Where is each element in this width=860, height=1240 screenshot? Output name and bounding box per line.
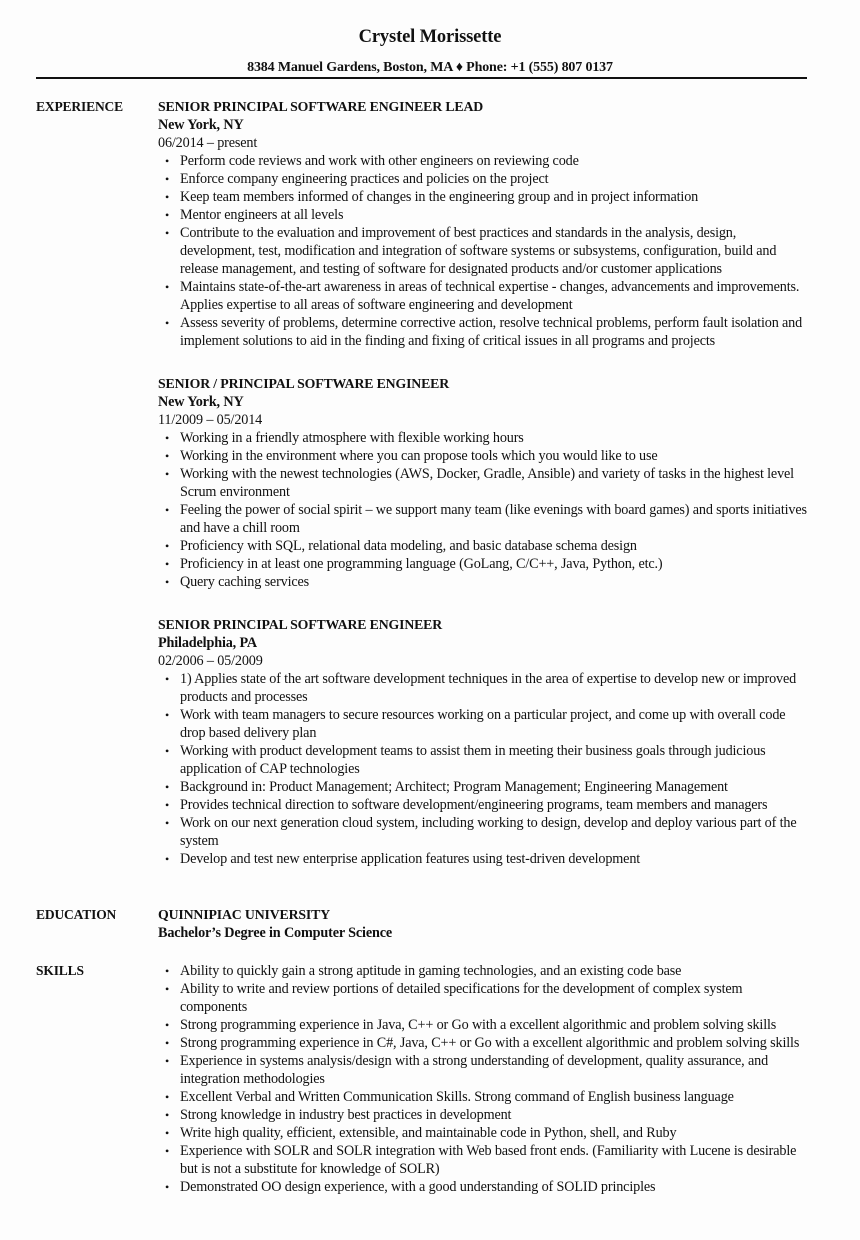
job-dates: 06/2014 – present [158,135,258,151]
bullet-item: • Enforce company engineering practices and policies on the project [158,170,812,188]
jobs-list [158,98,818,893]
skill-item: • Strong knowledge in industry best practices in development [158,1106,812,1124]
job-dates: 02/2006 – 05/2009 [158,653,263,669]
job-dates: 11/2009 – 05/2014 [158,412,263,428]
bullet-item: • Working in the environment where you can propose tools which you would like to use [158,447,812,465]
skills-list [158,962,818,1196]
bullet-item: • Contribute to the evaluation and improvement of best practices and standards in the analysis, design, development, test, modification and integration of software systems or subsystems, configuration, build and release management, and testing of software for designated products and/or customer applications [158,224,812,278]
job-title: SENIOR PRINCIPAL SOFTWARE ENGINEER LEAD [158,99,484,114]
bullet-item: • Work on our next generation cloud system, including working to design, develop and deploy various part of the system [158,814,812,850]
bullet-item: • Working with the newest technologies (AWS, Docker, Gradle, Ansible) and variety of tasks in the highest level Scrum environment [158,465,812,501]
section-label: EXPERIENCE [36,99,124,114]
bullet-item: • Assess severity of problems, determine corrective action, resolve technical problems, perform fault isolation and implement solutions to aid in the finding and fixing of critical issues in all programs and projects [158,314,812,350]
bullet-item: • Develop and test new enterprise application features using test-driven development [158,850,812,868]
bullet-item: • Proficiency in at least one programming language (GoLang, C/C++, Java, Python, etc.) [158,555,812,573]
school-name: QUINNIPIAC UNIVERSITY [158,907,331,922]
job-entry [158,98,818,350]
bullet-item: • 1) Applies state of the art software development techniques in the area of expertise to develop new or improved products and processes [158,670,812,706]
job-bullets [158,670,818,868]
job-location: New York, NY [158,394,244,410]
job-bullets [158,429,818,591]
bullet-item: • Working with product development teams to assist them in meeting their business goals through judicious application of CAP technologies [158,742,812,778]
job-bullets [158,152,818,350]
skill-item: • Write high quality, efficient, extensible, and maintainable code in Python, shell, and Ruby [158,1124,812,1142]
bullet-item: • Keep team members informed of changes in the engineering group and in project information [158,188,812,206]
skill-item: • Ability to quickly gain a strong aptitude in gaming technologies, and an existing code base [158,962,812,980]
job-entry [158,375,818,591]
degree: Bachelor’s Degree in Computer Science [158,925,393,941]
bullet-item: • Query caching services [158,573,812,591]
header-divider [36,77,807,79]
job-location: Philadelphia, PA [158,635,258,651]
job-title: SENIOR PRINCIPAL SOFTWARE ENGINEER [158,617,443,632]
bullet-item: • Perform code reviews and work with other engineers on reviewing code [158,152,812,170]
bullet-item: • Feeling the power of social spirit – we support many team (like evenings with board games) and sports initiatives and have a chill room [158,501,812,537]
job-entry [158,616,818,868]
candidate-name: Crystel Morissette [358,27,502,47]
job-location: New York, NY [158,117,244,133]
bullet-item: • Proficiency with SQL, relational data modeling, and basic database schema design [158,537,812,555]
skill-item: • Experience in systems analysis/design with a strong understanding of development, quality assurance, and integration methodologies [158,1052,812,1088]
bullet-item: • Background in: Product Management; Architect; Program Management; Engineering Management [158,778,812,796]
skill-item: • Strong programming experience in C#, Java, C++ or Go with a excellent algorithmic and problem solving skills [158,1034,812,1052]
job-title: SENIOR / PRINCIPAL SOFTWARE ENGINEER [158,376,450,391]
bullet-item: • Maintains state-of-the-art awareness in areas of technical expertise - changes, advancements and improvements. Applies expertise to all areas of software engineering and development [158,278,812,314]
section-label: EDUCATION [36,907,117,922]
skill-item: • Strong programming experience in Java, C++ or Go with a excellent algorithmic and problem solving skills [158,1016,812,1034]
contact-info: 8384 Manuel Gardens, Boston, MA ♦ Phone: +1 (555) 807 0137 [247,60,613,75]
bullet-item: • Work with team managers to secure resources working on a particular project, and come up with overall code drop based delivery plan [158,706,812,742]
section-label: SKILLS [36,963,84,978]
skill-item: • Experience with SOLR and SOLR integration with Web based front ends. (Familiarity with Lucene is desirable but is not a substitute for knowledge of SOLR) [158,1142,812,1178]
bullet-item: • Provides technical direction to software development/engineering programs, team members and managers [158,796,812,814]
skill-item: • Ability to write and review portions of detailed specifications for the development of complex system components [158,980,812,1016]
bullet-item: • Mentor engineers at all levels [158,206,812,224]
skill-item: • Excellent Verbal and Written Communication Skills. Strong command of English business language [158,1088,812,1106]
bullet-item: • Working in a friendly atmosphere with flexible working hours [158,429,812,447]
skill-item: • Demonstrated OO design experience, with a good understanding of SOLID principles [158,1178,812,1196]
